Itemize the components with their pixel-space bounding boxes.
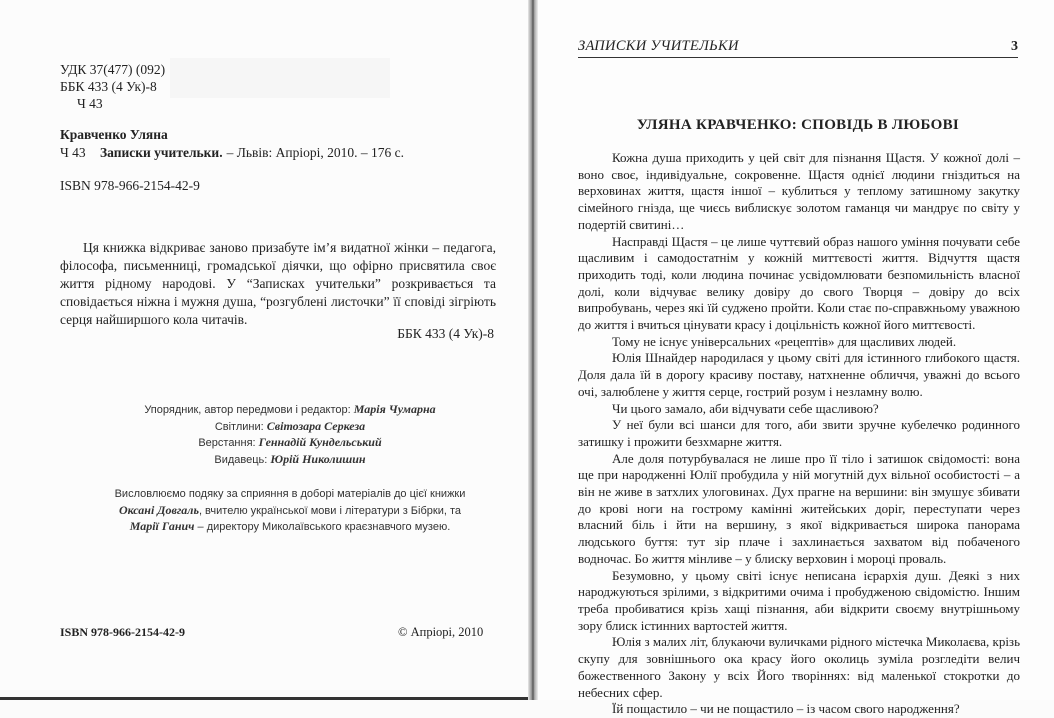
biblio-code: Ч 43 [60,145,86,160]
paragraph: Юлія Шнайдер народилася у цьому світі для істинного глибокого щастя. Доля дала їй в дорогу красиву поставу, натхненне обличчя, уважні до всього очі, залюблене у життя серце, гострий розум і незламну волю. [578,350,1020,399]
credits [100,402,480,468]
paragraph: Юлія з малих літ, блукаючи вуличками рідного містечка Миколаєва, крізь скупу для зовнішнього ока красу його околиць зуміла розгледіти велич божественного Закону у всіх Його творіннях: від маленької стокротки до небесних сфер. [578,634,1020,700]
isbn-top: ISBN 978-966-2154-42-9 [60,178,200,193]
credit-name: Світозара Серкеза [266,418,366,433]
paragraph: Безумовно, у цьому світі існує неписана ієрархія душ. Деякі з них народжуються зрілими, з відкритими очима і пробудженою свідомістю. Іншим треба пробиватися крізь хащі пізнання, аби відкрити своєму внутрішньому зору блиск істинних вартостей життя. [578,567,1020,633]
running-head [578,35,1018,58]
isbn-bottom: ISBN 978-966-2154-42-9 [60,625,185,639]
book-title: Записки учительки. [100,145,223,160]
body-text [578,150,1020,718]
author-mark: Ч 43 [77,96,103,111]
paragraph: Чи цього замало, аби відчувати себе щасливою? [612,400,879,416]
acknowledgements: Висловлюємо подяку за сприяння в доборі матеріалів до цієї книжки Оксані Довгаль, вчителю української мови і літератури з Бібрки, та Марії Ганич – директору Миколаївського краєзнавчого музею. [114,488,466,533]
bibliographic-record [60,126,404,162]
paragraph: Але доля потурбувалася не лише про її тіло і затишок свідомості: вона ще при народженні Юлії пробудила у ній могутній дух вільної особистості – а він не живе в затхлих улоговинах. Дух прагне на вершини: він змушує збивати до крові ноги на гострому камінні житейських доріг, переступати через власний біль і йти на вершину, з якої відкривається широка панорама людського буття: тут зір плаче і захлинається захватом від побаченого водночас. Бо життя мінливе – у блиску верховин і мороці проваль. [578,450,1020,566]
paragraph: У неї були всі шанси для того, аби звити зручне кубелечко родинного затишку і прожити безхмарне життя. [578,417,1020,449]
credit-name: Геннадій Кундельський [258,435,382,449]
left-page [0,0,528,700]
running-head-title: ЗАПИСКИ УЧИТЕЛЬКИ [578,38,739,54]
publication-info: – Львів: Апріорі, 2010. – 176 с. [226,145,404,160]
bbk-code: ББК 433 (4 Ук)-8 [60,79,157,94]
credit-line: Упорядник, автор передмови і редактор: Марія Чумарна [144,402,436,416]
credit-name: Юрій Николишин [270,451,366,466]
udc-code: УДК 37(477) (092) [60,62,166,77]
show-through-shadow [170,58,390,98]
page-number: 3 [1011,39,1018,54]
thanks-name: Оксані Довгаль [119,502,199,517]
paragraph: Насправді Щастя – це лише чуттєвий образ нашого уміння почувати себе щасливим і самодостатнім у кожній миттєвості життя. Відчуття щастя приходить тоді, коли людина починає усвідомлювати безпомильність власної долі, коли відчуває велику довіру до свого Творця – довіру до всіх випробувань, через які їй суджено пройти. Коли стає по-справжньому уважною до життя і вчиться цінувати красу і доцільність кожної його миттєвості. [578,233,1020,333]
copyright: © Апріорі, 2010 [398,625,484,639]
paragraph: Тому не існує універсальних «рецептів» для щасливих людей. [612,333,957,349]
credit-line: Верстання: Геннадій Кундельський [198,435,382,449]
thanks-name: Марії Ганич [129,519,195,533]
credit-line: Світлини: Світозара Серкеза [214,418,366,433]
paragraph: Їй пощастило – чи не пощастило – із часом свого народження? [612,701,960,717]
annotation: Ця книжка відкриває заново призабуте ім’я видатної жінки – педагога, філософа, письменниці, громадської діячки, що офірно присвятила своє життя рідному народові. У “Записках учительки” розкривається та сповідається ніжна і мужня душа, “розгублені листочки” її сповіді зігріють серця найширшого кола читачів. [60,240,496,327]
paragraph: Кожна душа приходить у цей світ для пізнання Щастя. У кожної долі – воно своє, індивідуальне, сокровенне. Щастя однієї людини гніздиться на верховинах життя, щастя іншої – кублиться у теплому затишному закутку сімейного гнізда, ще чиєсь виблискує золотом гаманця чи мандрує по світу у подертій свитині… [578,150,1020,232]
author-name: Кравченко Уляна [60,127,168,142]
library-codes [60,61,165,112]
credit-line: Видавець: Юрій Николишин [214,451,366,466]
chapter-title: УЛЯНА КРАВЧЕНКО: СПОВІДЬ В ЛЮБОВІ [636,117,960,133]
bbk-code-right: ББК 433 (4 Ук)-8 [397,326,494,341]
credit-name: Марія Чумарна [353,402,436,416]
book-spine [528,0,538,700]
